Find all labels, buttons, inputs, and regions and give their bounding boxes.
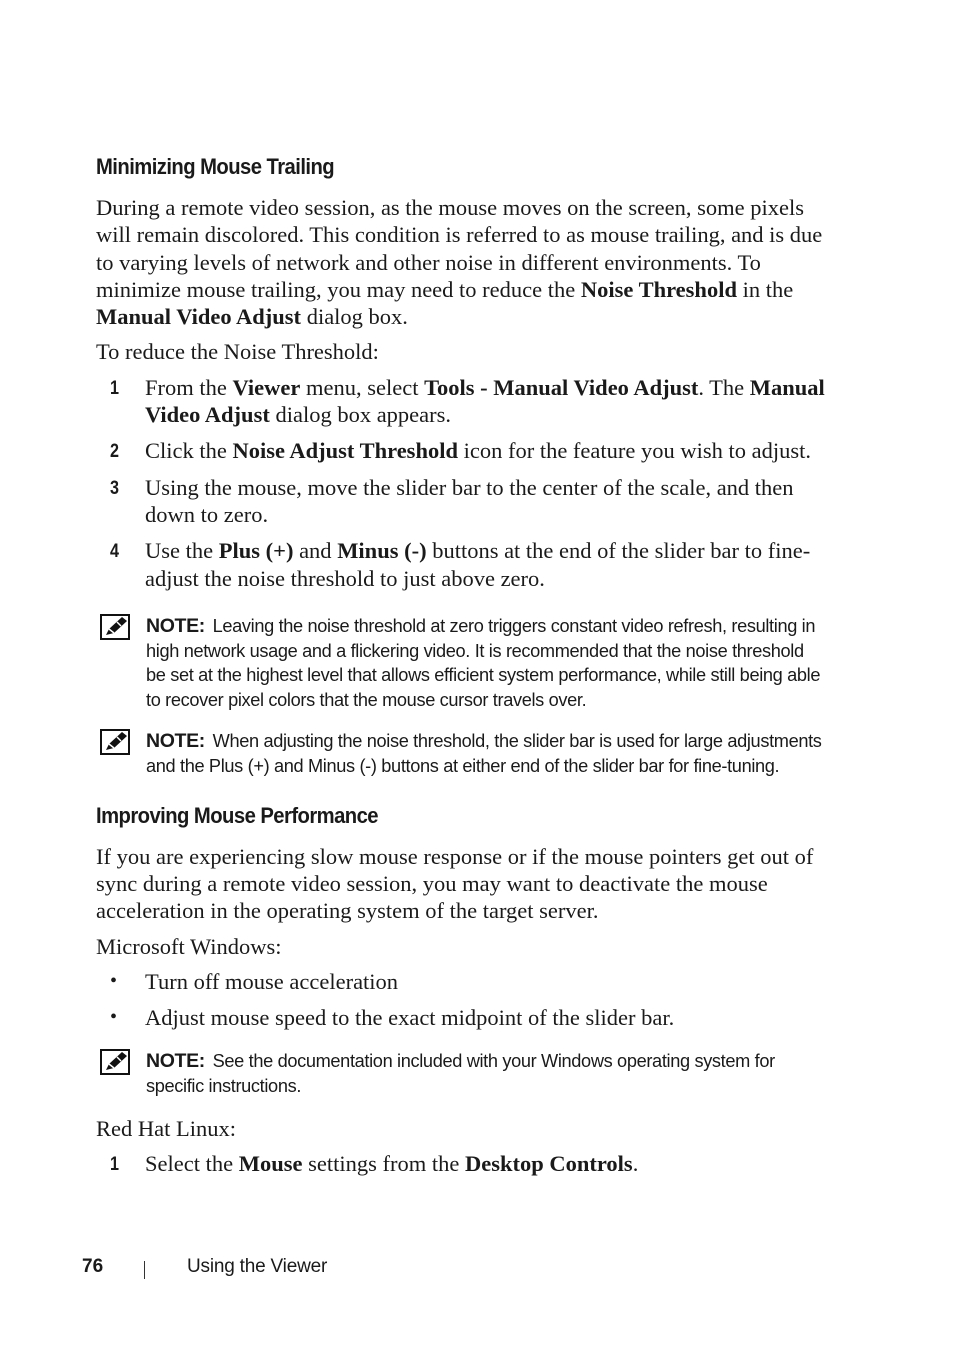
step-item: 4 Use the Plus (+) and Minus (-) buttons at the end of the slider bar to fine-adjust the noise threshold to just above zero.: [110, 538, 811, 591]
bullet-item: • Adjust mouse speed to the exact midpoint of the slider bar.: [110, 1005, 675, 1031]
step-number: 1: [110, 377, 119, 399]
note-pencil-icon: [100, 729, 130, 755]
paragraph-reduce-intro: To reduce the Noise Threshold:: [96, 339, 379, 365]
step-item: 2 Click the Noise Adjust Threshold icon for the feature you wish to adjust.: [96, 437, 826, 464]
label-red-hat-linux: Red Hat Linux:: [96, 1116, 236, 1142]
footer-separator: [144, 1261, 145, 1279]
label-microsoft-windows: Microsoft Windows:: [96, 933, 282, 959]
step-number: 1: [110, 1154, 119, 1176]
section-heading-mouse-performance: Improving Mouse Performance: [96, 802, 379, 828]
footer-section-title: Using the Viewer: [187, 1256, 328, 1277]
step-number: 3: [110, 477, 119, 499]
note-text: See the documentation included with your Windows operating system for specific instructions.: [146, 1051, 775, 1097]
bullet-item: • Turn off mouse acceleration: [110, 968, 399, 994]
page-content: [96, 152, 826, 1187]
section-heading-mouse-trailing: Minimizing Mouse Trailing: [96, 154, 335, 179]
note-pencil-icon: [100, 1049, 130, 1075]
note-block: [96, 614, 826, 713]
step-item: 3 Using the mouse, move the slider bar to the center of the scale, and then down to zero.: [110, 474, 794, 527]
page-number: 76: [82, 1256, 104, 1277]
bullet-mark: •: [110, 969, 118, 992]
paragraph-mouse-trailing: During a remote video session, as the mouse moves on the screen, some pixels will remain discolored. This condition is referred to as mouse trailing, and is due to varying levels of network and other noise in different environments. To minimize mouse trailing, you may need to reduce the Noise Threshold in the Manual Video Adjust dialog box.: [96, 195, 823, 330]
note-pencil-icon: [100, 614, 130, 640]
step-number: 2: [110, 441, 119, 463]
note-text: Leaving the noise threshold at zero triggers constant video refresh, resulting in high network usage and a flickering video. It is recommended that the noise threshold be set at the highest level that allows efficient system performance, while still being able to recover pixel colors that the mouse cursor travels over.: [146, 615, 821, 711]
note-label: NOTE:: [146, 614, 205, 637]
step-item: 1 From the Viewer menu, select Tools - Manual Video Adjust. The Manual Video Adjust dialog box appears.: [110, 374, 825, 428]
steps-list-noise: [96, 374, 826, 592]
steps-list-linux: [96, 1150, 826, 1177]
paragraph-mouse-performance: If you are experiencing slow mouse response or if the mouse pointers get out of sync during a remote video session, you may want to deactivate the mouse acceleration in the operating system of the target server.: [96, 843, 814, 924]
step-item: 1 Select the Mouse settings from the Desktop Controls.: [96, 1150, 826, 1177]
note-label: NOTE:: [146, 1050, 205, 1073]
bullets-list-windows: [96, 968, 826, 1032]
note-label: NOTE:: [146, 730, 205, 753]
step-number: 4: [110, 541, 119, 563]
note-block: [96, 729, 826, 779]
bullet-mark: •: [110, 1006, 118, 1029]
note-block: [96, 1049, 826, 1099]
note-text: When adjusting the noise threshold, the slider bar is used for large adjustments and the Plus (+) and Minus (-) buttons at either end of the slider bar for fine-tuning.: [146, 731, 822, 776]
